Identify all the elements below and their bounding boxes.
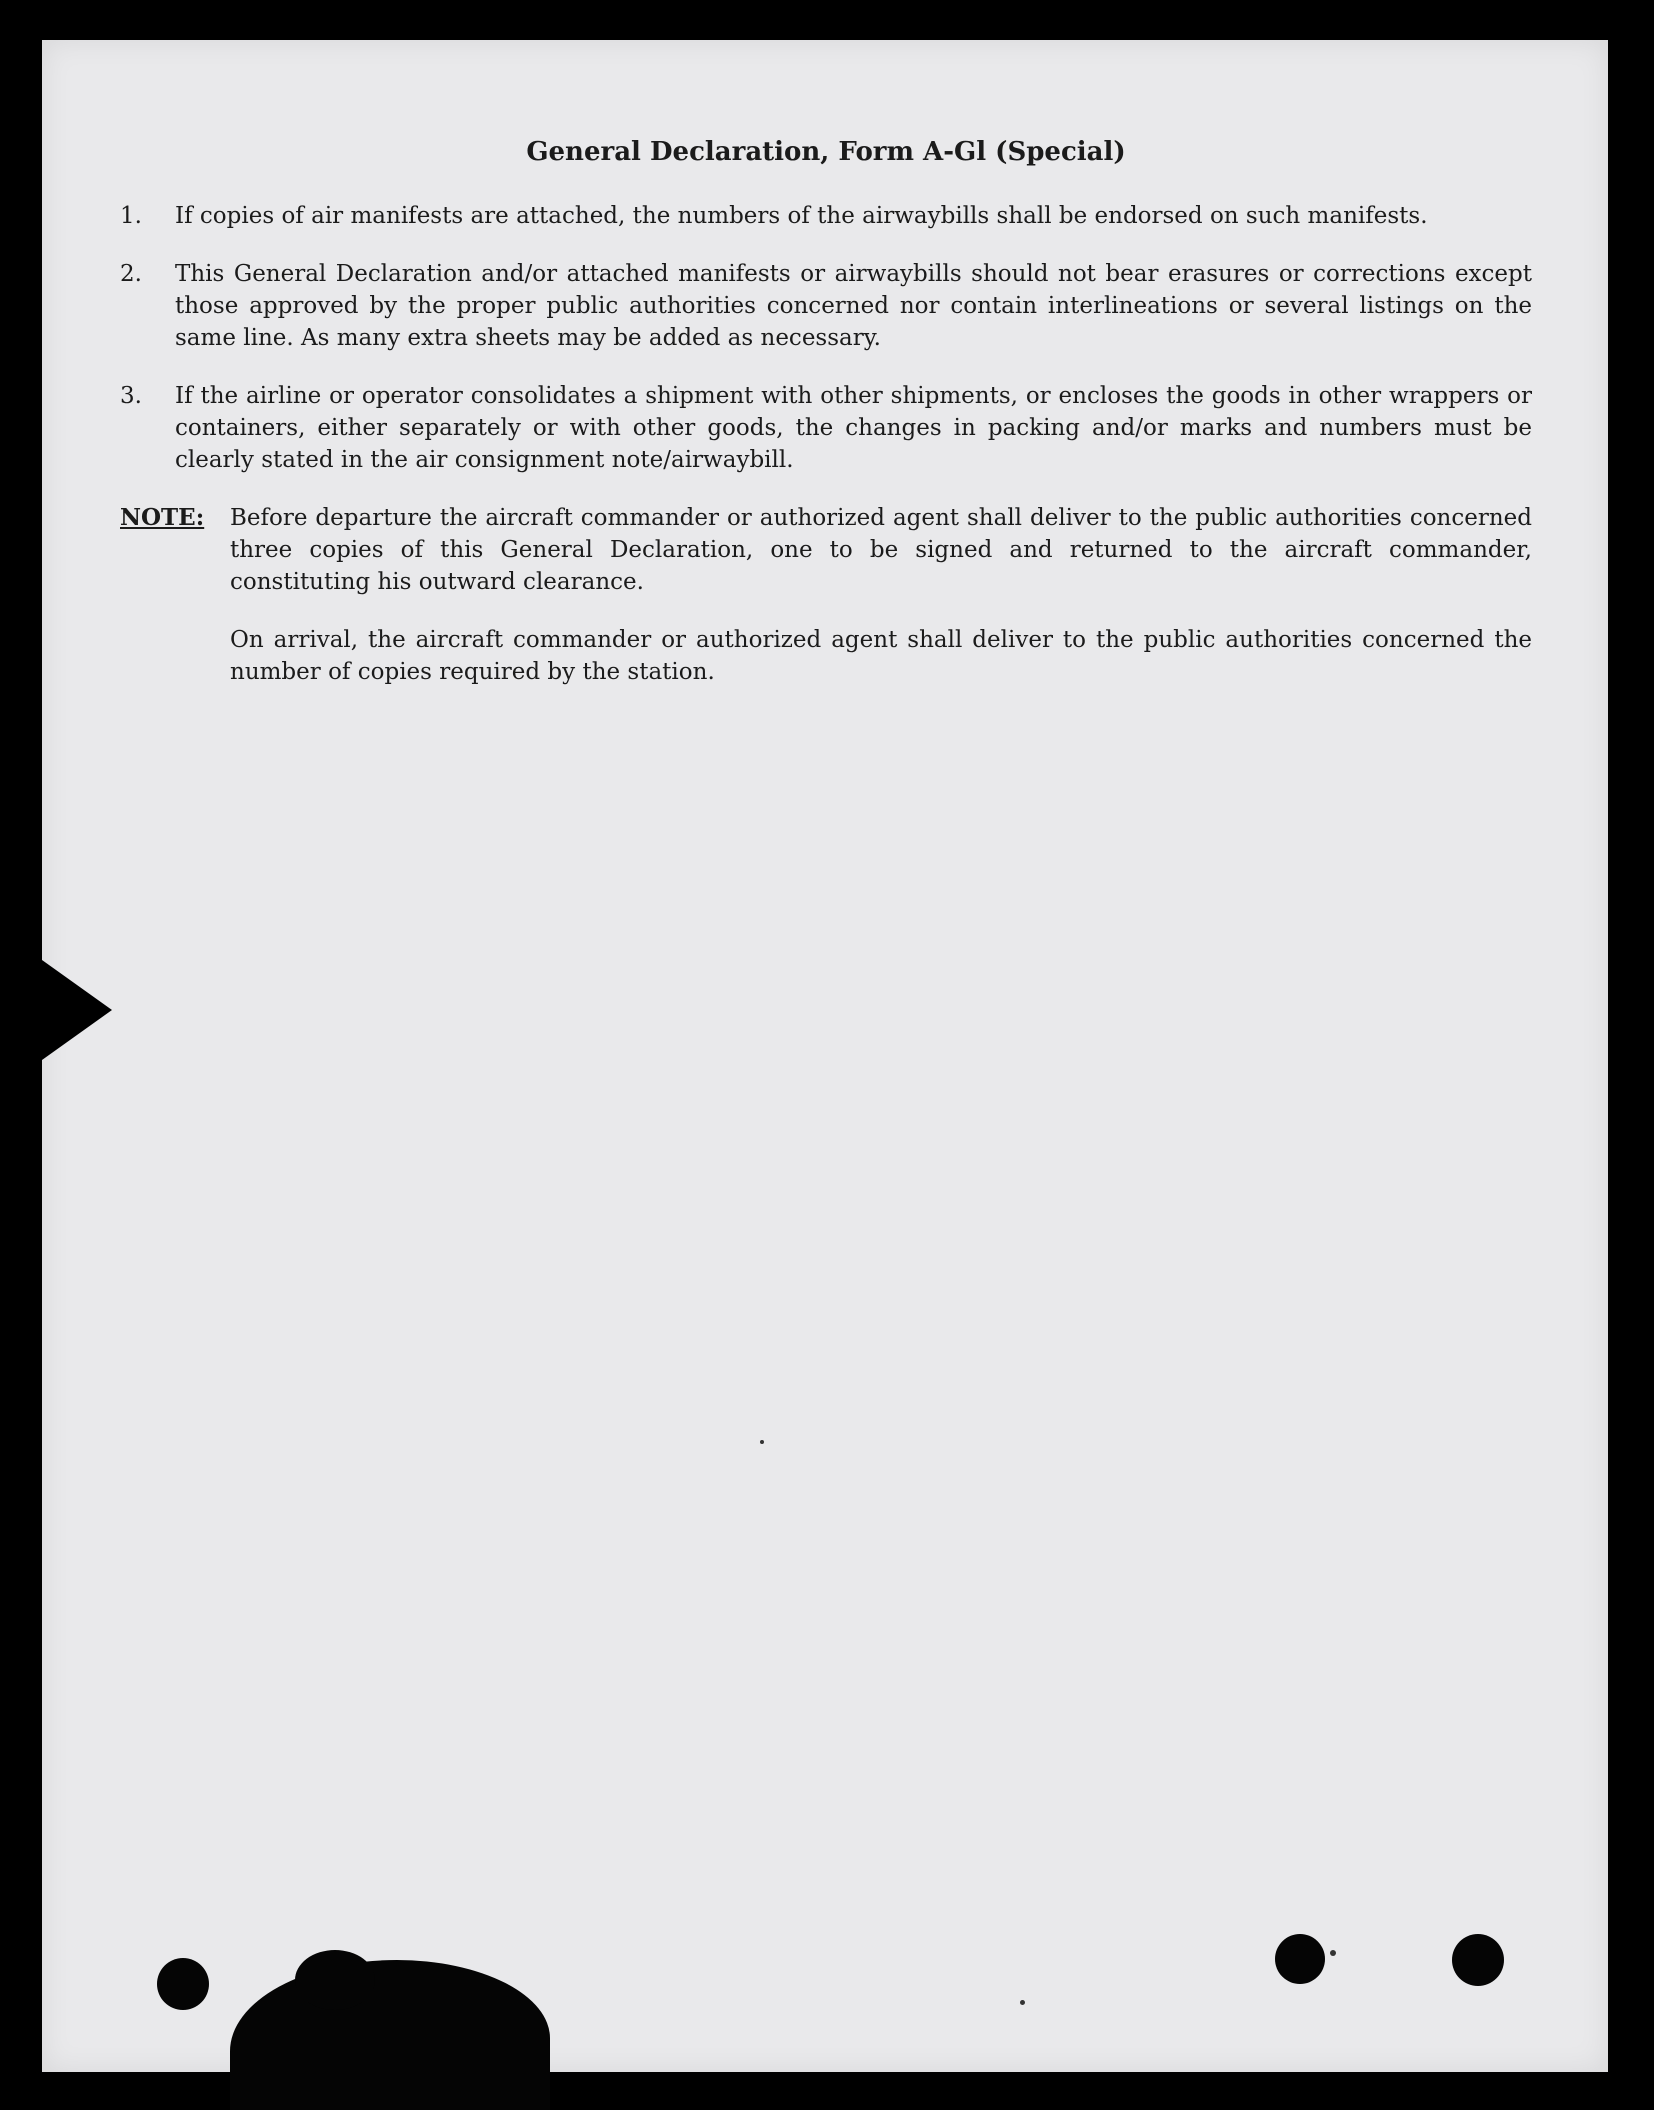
note-section: [120, 502, 1532, 714]
document-title: General Declaration, Form A-Gl (Special): [526, 137, 1126, 167]
list-item: [120, 258, 1532, 354]
note-label: NOTE:: [120, 504, 205, 531]
speck: [1020, 2000, 1025, 2005]
document-content: [120, 136, 1532, 714]
item-text: If copies of air manifests are attached, the numbers of the airwaybills shall be endorsed on such manifests.: [175, 203, 1428, 229]
item-number: 2.: [120, 261, 142, 287]
page-notch: [42, 960, 112, 1060]
torn-corner: [295, 1950, 375, 2010]
item-text: If the airline or operator consolidates a shipment with other shipments, or encloses the goods in other wrappers or containers, either separately or with other goods, the changes in packing and/or marks and numbers must be clearly stated in the air consignment note/airwaybill.: [175, 383, 1532, 473]
speck: [760, 1440, 764, 1444]
note-paragraph: Before departure the aircraft commander or authorized agent shall deliver to the public authorities concerned three copies of this General Declaration, one to be signed and returned to the aircraft commander, constituting his outward clearance.: [230, 505, 1532, 595]
speck: [1330, 1950, 1336, 1956]
note-body: [230, 502, 1532, 714]
item-number: 3.: [120, 383, 142, 409]
item-number: 1.: [120, 203, 142, 229]
note-paragraph: On arrival, the aircraft commander or authorized agent shall deliver to the public authorities concerned the number of copies required by the station.: [230, 627, 1532, 685]
item-text: This General Declaration and/or attached manifests or airwaybills should not bear erasures or corrections except those approved by the proper public authorities concerned nor contain interlineations or several listings on the same line. As many extra sheets may be added as necessary.: [175, 261, 1532, 351]
punch-hole: [157, 1958, 209, 2010]
punch-hole: [1452, 1934, 1504, 1986]
list-item: [120, 200, 1532, 232]
list-item: [120, 380, 1532, 476]
punch-hole: [1275, 1934, 1325, 1984]
